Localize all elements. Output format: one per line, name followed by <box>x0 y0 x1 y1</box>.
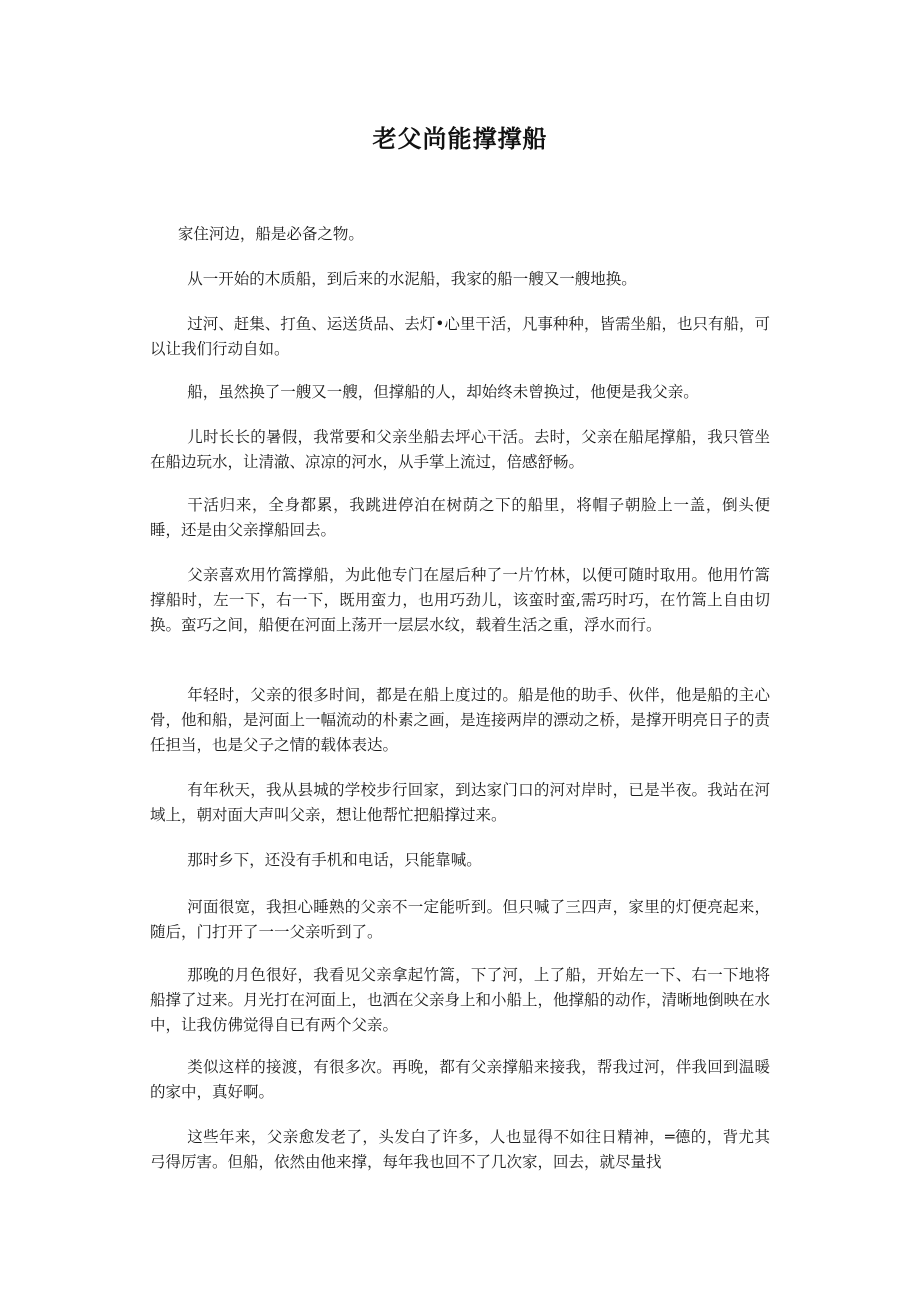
paragraph-13: 类似这样的接渡，有很多次。再晚，都有父亲撑船来接我，帮我过河，伴我回到温暖的家中，真好啊。 <box>150 1058 770 1101</box>
paragraph-1: 家住河边，船是必备之物。 <box>177 225 364 243</box>
paragraph-14: 这些年来，父亲愈发老了，头发白了许多，人也显得不如往日精神，═德的，背尤其弓得厉害。但船，依然由他来撑，每年我也回不了几次家，回去，就尽量找 <box>150 1128 770 1171</box>
paragraph-10: 那时乡下，还没有手机和电话，只能靠喊。 <box>187 851 482 869</box>
paragraph-11: 河面很宽，我担心睡熟的父亲不一定能听到。但只喊了三四声，家里的灯便亮起来，随后，门打开了一一父亲听到了。 <box>150 898 770 941</box>
paragraph-8: 年轻时，父亲的很多时间，都是在船上度过的。船是他的助手、伙伴，他是船的主心骨，他和船，是河面上一幅流动的朴素之画，是连接两岸的漂动之桥，是撑开明亮日子的责任担当，也是父子之情的载体表达。 <box>150 686 771 754</box>
document-title: 老父尚能撑撑船 <box>372 125 548 153</box>
paragraph-6: 干活归来，全身都累，我跳进停泊在树荫之下的船里，将帽子朝脸上一盖，倒头便睡，还是由父亲撑船回去。 <box>150 496 770 539</box>
paragraph-12: 那晚的月色很好，我看见父亲拿起竹篙，下了河，上了船，开始左一下、右一下地将船撑了过来。月光打在河面上，也洒在父亲身上和小船上，他撑船的动作，清晰地倒映在水中，让我仿佛觉得自已有两个父亲。 <box>150 966 771 1034</box>
paragraph-9: 有年秋天，我从县城的学校步行回家，到达家门口的河对岸时，已是半夜。我站在河域上，朝对面大声叫父亲，想让他帮忙把船撑过来。 <box>150 781 770 824</box>
paragraph-5: 儿时长长的暑假，我常要和父亲坐船去坪心干活。去时，父亲在船尾撑船，我只管坐在船边玩水，让清澈、凉凉的河水，从手掌上流过，倍感舒畅。 <box>150 428 770 471</box>
paragraph-2: 从一开始的木质船，到后来的水泥船，我家的船一艘又一艘地换。 <box>187 270 637 288</box>
paragraph-7: 父亲喜欢用竹篙撑船，为此他专门在屋后种了一片竹林，以便可随时取用。他用竹篙撑船时，左一下，右一下，既用蛮力，也用巧劲儿，该蛮时蛮,需巧时巧，在竹篙上自由切换。蛮巧之间，船便在河面上荡开一层层水纹，载着生活之重，浮水而行。 <box>150 566 770 634</box>
paragraph-4: 船，虽然换了一艘又一艘，但撑船的人，却始终未曾换过，他便是我父亲。 <box>187 383 699 401</box>
paragraph-3: 过河、赶集、打鱼、运送货品、去灯•心里干活，凡事种种，皆需坐船，也只有船，可以让我们行动自如。 <box>150 315 770 358</box>
